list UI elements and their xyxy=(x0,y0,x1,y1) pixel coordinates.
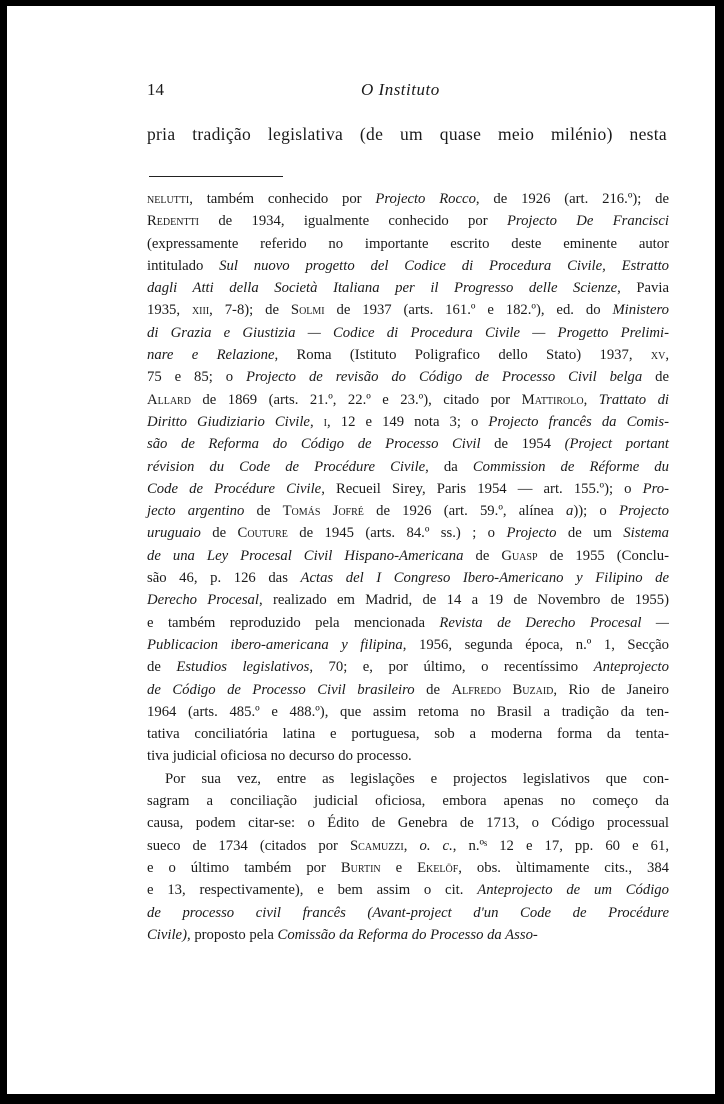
text-run: Projecto De Francisci xyxy=(506,213,669,230)
text-run: de um xyxy=(556,525,624,542)
text-run: Actas del I Congreso Ibero-Americano y Filipino de xyxy=(300,570,669,587)
text-run: Couture xyxy=(237,525,288,542)
footnote-line xyxy=(147,522,669,544)
text-run: , de 1926 (art. 216.º); de xyxy=(475,191,670,207)
text-run: , xyxy=(665,347,669,364)
text-run: Projecto de revisão do Código de Processo Civil belga xyxy=(246,369,643,386)
text-run: Sistema xyxy=(623,525,669,542)
text-run: e o último também por xyxy=(147,859,341,876)
footnote-line xyxy=(147,233,669,255)
text-run: Tomás Jofré xyxy=(282,503,364,520)
text-run: , n.ºˢ 12 e 17, pp. 60 e 61, xyxy=(452,837,670,854)
text-run: Anteprojecto de um Código xyxy=(477,882,669,899)
text-run: de xyxy=(642,369,669,386)
text-run: , proposto pela xyxy=(186,926,278,943)
text-run: Civile) xyxy=(147,926,187,943)
text-run: Solmi xyxy=(290,302,325,319)
text-run: Revista de Derecho Procesal — xyxy=(439,614,669,631)
text-run: Anteprojecto xyxy=(593,659,669,676)
text-run: e 13, respectivamente), e bem assim o cit. xyxy=(147,882,478,899)
text-run: de 1926 (art. 59.º, alínea xyxy=(363,503,566,520)
footnote-line xyxy=(147,545,669,567)
footnote-line xyxy=(147,299,669,321)
footnote-rule xyxy=(149,176,283,177)
text-run: são de Reforma do Código de Processo Civil xyxy=(147,436,481,453)
text-run: , 7-8); de xyxy=(209,302,291,319)
footnote-line xyxy=(147,589,669,611)
text-run: são 46, p. 126 das xyxy=(147,570,301,587)
text-run: de una Ley Procesal Civil Hispano-Americana xyxy=(147,547,464,564)
text-run: causa, podem citar-se: o Édito de Genebra de 1713, o Código processual xyxy=(147,815,669,832)
footnote-line xyxy=(147,433,669,455)
text-run: de 1955 (Conclu- xyxy=(537,547,669,564)
main-text: pria tradição legislativa (de um quase meio milénio) nesta xyxy=(147,124,667,144)
text-run: Sul nuovo progetto del Codice di Procedura Civile, Estratto xyxy=(219,257,669,274)
text-run: Ministero xyxy=(612,302,670,319)
text-run: xiii xyxy=(191,302,210,319)
footnote-line xyxy=(147,679,669,701)
text-run: Diritto Giudiziario Civile xyxy=(147,413,310,430)
text-run: )); o xyxy=(573,503,619,520)
footnote-line xyxy=(147,344,669,366)
text-run: nelutti xyxy=(147,191,190,207)
text-run: Redentti xyxy=(147,213,200,230)
text-run: Publicacion ibero-americana y filipina xyxy=(147,636,403,653)
text-run: e também reproduzido pela mencionada xyxy=(147,614,440,631)
text-run: , Roma (Istituto Poligrafico dello Stato) 1937, xyxy=(274,347,651,364)
footnote-line xyxy=(147,656,669,678)
text-run: , Recueil Sirey, Paris 1954 — art. 155.º); o xyxy=(321,480,643,497)
text-run: Mattirolo xyxy=(521,391,584,408)
text-run: 1964 (arts. 485.º e 488.º), que assim retoma no Brasil a tradição da ten- xyxy=(147,703,669,720)
footnote-line xyxy=(147,612,669,634)
text-run: i xyxy=(323,413,328,430)
text-run: nare e Relazione xyxy=(147,347,275,364)
text-run: de 1937 (arts. 161.º e 182.º), ed. do xyxy=(324,302,613,319)
text-run: , também conhecido por xyxy=(189,191,376,207)
footnote-line xyxy=(147,745,669,767)
footnote-line xyxy=(147,857,669,879)
text-run: de 1934, igualmente conhecido por xyxy=(199,213,507,230)
text-run: , realizado em Madrid, de 14 a 19 de Novembro de 1955) xyxy=(258,592,670,609)
footnote-line xyxy=(147,768,669,790)
footnote-block xyxy=(147,188,669,946)
running-title: O Instituto xyxy=(361,80,440,99)
footnote-line xyxy=(147,500,669,522)
text-run: Projecto xyxy=(618,503,669,520)
text-run: e xyxy=(380,859,418,876)
text-run: de Código de Processo Civil brasileiro xyxy=(147,681,415,698)
text-run: dagli Atti della Società Italiana per il Progresso delle Scienze xyxy=(147,280,618,297)
footnote-line xyxy=(147,879,669,901)
footnote-line xyxy=(147,456,669,478)
footnote-line xyxy=(147,210,669,232)
text-run: (expressamente referido no importante escrito deste eminente autor xyxy=(147,235,669,252)
text-run: uruguaio xyxy=(147,525,201,542)
text-run: de 1945 (arts. 84.º ss.) ; o xyxy=(287,525,507,542)
text-run: de xyxy=(463,547,502,564)
text-run: Projecto xyxy=(506,525,557,542)
text-run: Estudios legislativos xyxy=(176,659,310,676)
text-run: , Rio de Janeiro xyxy=(553,681,670,698)
text-run: Ekelöf xyxy=(417,859,459,876)
text-run: Alfredo Buzaid xyxy=(451,681,554,698)
text-run: Scamuzzi xyxy=(350,837,404,854)
text-run: Por sua vez, entre as legislações e projectos legislativos que con- xyxy=(165,770,669,787)
text-run: , obs. ùltimamente cits., 384 xyxy=(458,859,670,876)
text-run: , 1956, segunda época, n.º 1, Secção xyxy=(402,636,669,653)
text-run: , xyxy=(309,413,324,430)
footnote-line xyxy=(147,366,669,388)
text-run: sagram a conciliação judicial oficiosa, embora apenas no começo da xyxy=(147,793,669,810)
text-run: 75 e 85; o xyxy=(147,369,246,386)
footnote-line xyxy=(147,835,669,857)
text-run: Allard xyxy=(147,391,191,408)
text-run: Code de Procédure Civile xyxy=(147,480,322,497)
text-run: Projecto francês da Comis- xyxy=(488,413,669,430)
text-run: de 1954 xyxy=(480,436,565,453)
text-run: intitulado xyxy=(147,257,220,274)
text-run: Comissão da Reforma do Processo da Asso- xyxy=(277,926,538,943)
text-run: de xyxy=(200,525,238,542)
text-run: di Grazia e Giustizia — Codice di Procedura Civile — Progetto Prelimi- xyxy=(147,324,669,341)
footnote-line xyxy=(147,634,669,656)
text-run: , da xyxy=(425,458,473,475)
text-run: tiva judicial oficiosa no decurso do processo. xyxy=(147,748,412,765)
footnote-line xyxy=(147,701,669,723)
text-run: Derecho Procesal xyxy=(147,592,259,609)
footnote-line xyxy=(147,478,669,500)
footnote-line xyxy=(147,277,669,299)
footnote-line xyxy=(147,188,669,210)
book-page xyxy=(7,6,715,1094)
text-run: tativa conciliatória latina e portuguesa, sob a moderna forma da tenta- xyxy=(147,726,669,743)
text-run: de processo civil francês (Avant-project d'un Code de Procédure xyxy=(147,904,669,921)
footnote-line xyxy=(147,790,669,812)
text-run: , 12 e 149 nota 3; o xyxy=(327,413,489,430)
page-header xyxy=(147,80,675,104)
text-run: Guasp xyxy=(501,547,538,564)
text-run: , Pavia xyxy=(617,280,669,297)
text-run: , 70; e, por último, o recentíssimo xyxy=(309,659,594,676)
text-run: de 1869 (arts. 21.º, 22.º e 23.º), citado por xyxy=(190,391,522,408)
text-run: de xyxy=(147,659,177,676)
footnote-line xyxy=(147,322,669,344)
footnote-line xyxy=(147,723,669,745)
footnote-line xyxy=(147,812,669,834)
text-run: Trattato di xyxy=(598,391,670,408)
text-run: Burtin xyxy=(340,859,381,876)
footnote-line xyxy=(147,924,669,946)
text-run: jecto argentino xyxy=(147,503,245,520)
text-run: révision du Code de Procédure Civile xyxy=(147,458,426,475)
text-run: a xyxy=(566,503,574,520)
text-run: de xyxy=(414,681,452,698)
text-run: sueco de 1734 (citados por xyxy=(147,837,351,854)
page-number: 14 xyxy=(147,80,164,99)
footnote-line xyxy=(147,389,669,411)
text-run: (Project portant xyxy=(564,436,669,453)
footnote-line xyxy=(147,567,669,589)
text-run: , xyxy=(583,391,599,408)
text-run: Projecto Rocco xyxy=(375,191,476,207)
footnote-line xyxy=(147,255,669,277)
text-run: o. c. xyxy=(419,837,453,854)
text-run: 1935, xyxy=(147,302,192,319)
text-run: xv xyxy=(650,347,666,364)
footnote-line xyxy=(147,411,669,433)
footnote-line xyxy=(147,902,669,924)
text-run: Commission de Réforme du xyxy=(472,458,669,475)
text-run: de xyxy=(244,503,283,520)
text-run: , xyxy=(403,837,420,854)
text-run: Pro- xyxy=(642,480,669,497)
